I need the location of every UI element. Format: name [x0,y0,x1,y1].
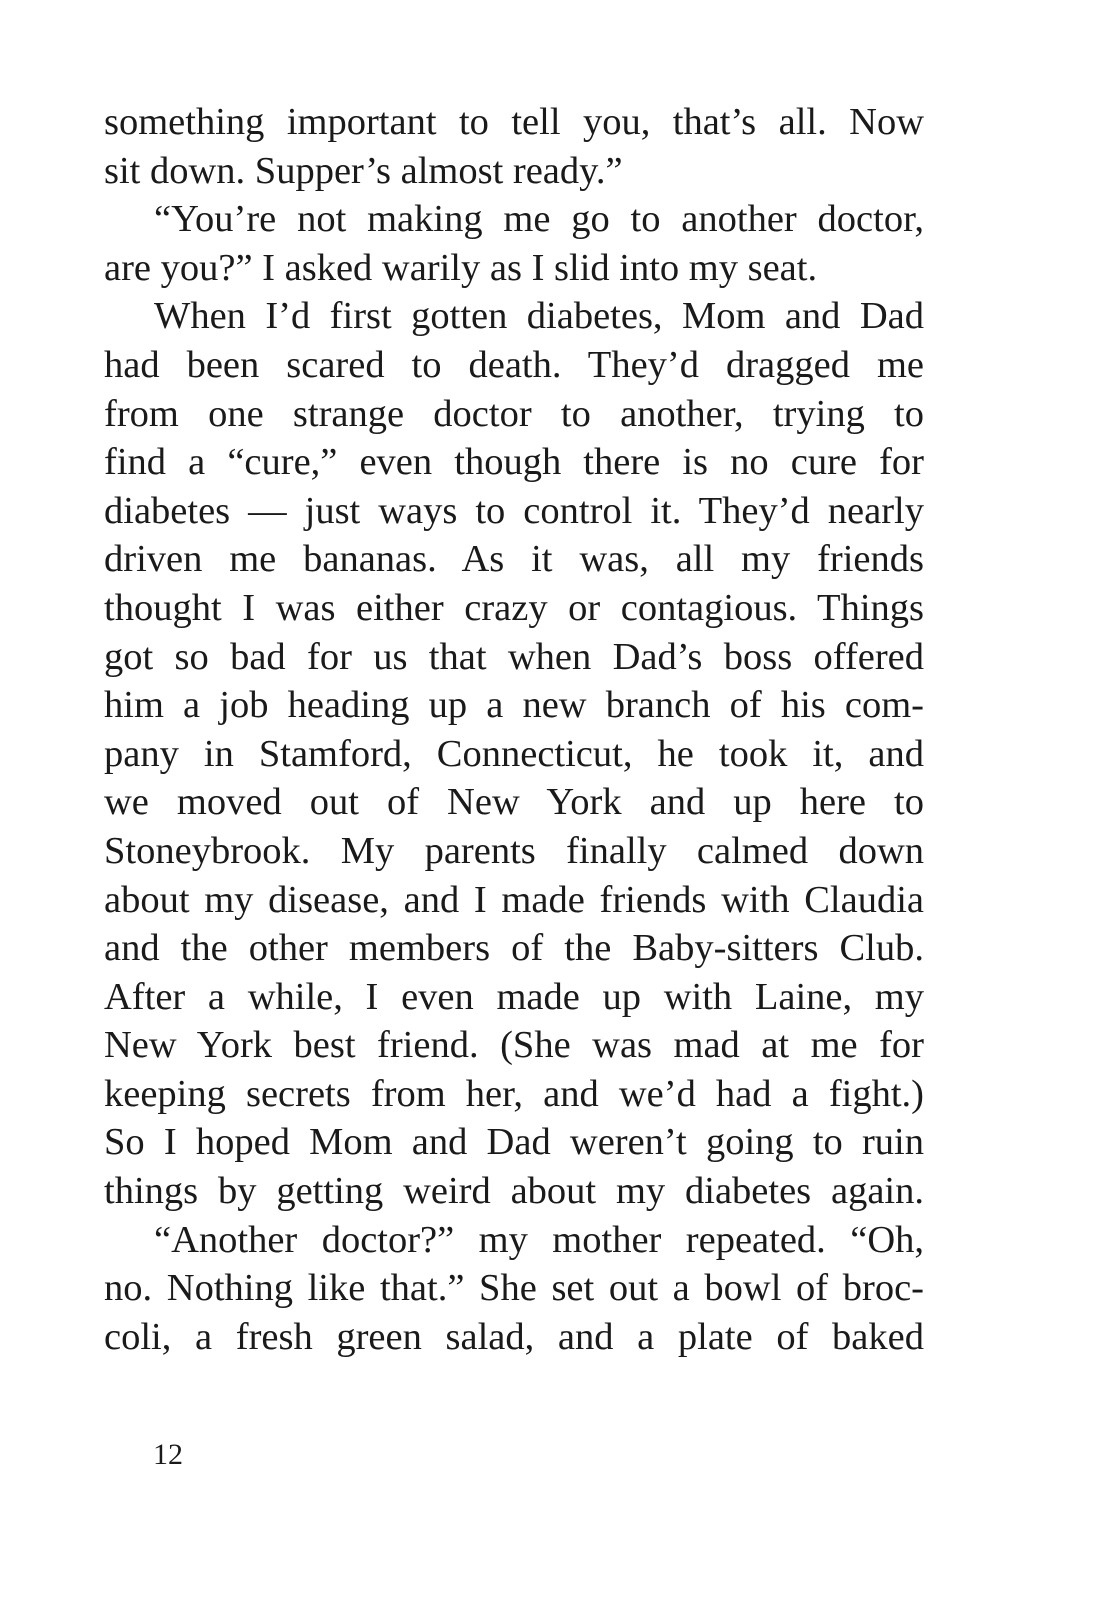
text-line: When I’d first gotten diabetes, Mom and Dad [154,295,924,338]
text-line: After a while, I even made up with Laine, my [104,975,924,1018]
body-text [104,98,924,1361]
text-line: Stoneybrook. My parents finally calmed down [104,829,924,872]
text-line: are you?” I asked warily as I slid into my seat. [104,246,818,289]
text-line: keeping secrets from her, and we’d had a fight.) [104,1072,924,1115]
text-line: and the other members of the Baby-sitters Club. [104,927,924,970]
text-line: sit down. Supper’s almost ready.” [104,149,623,192]
text-line: coli, a fresh green salad, and a plate of baked [104,1315,924,1358]
text-line: thought I was either crazy or contagious. Things [104,586,924,629]
text-line: him a job heading up a new branch of his com- [104,684,924,727]
text-line: “You’re not making me go to another doctor, [154,198,924,241]
text-line: “Another doctor?” my mother repeated. “Oh, [154,1218,924,1261]
text-line: pany in Stamford, Connecticut, he took it, and [104,732,924,775]
text-line: find a “cure,” even though there is no cure for [104,441,924,484]
text-line: something important to tell you, that’s all. Now [104,101,924,143]
text-line: had been scared to death. They’d dragged me [104,343,924,386]
text-line: diabetes — just ways to control it. They’d nearly [104,489,924,532]
text-line: So I hoped Mom and Dad weren’t going to ruin [104,1121,924,1164]
text-line: no. Nothing like that.” She set out a bowl of broc- [104,1267,924,1310]
text-line: got so bad for us that when Dad’s boss offered [104,635,924,678]
text-line: driven me bananas. As it was, all my friends [104,538,924,581]
text-line: about my disease, and I made friends with Claudia [104,878,924,921]
text-line: from one strange doctor to another, trying to [104,392,924,435]
text-line: things by getting weird about my diabetes again. [104,1170,924,1213]
page-number: 12 [153,1438,183,1471]
text-line: New York best friend. (She was mad at me for [104,1024,924,1067]
text-line: we moved out of New York and up here to [104,781,924,824]
